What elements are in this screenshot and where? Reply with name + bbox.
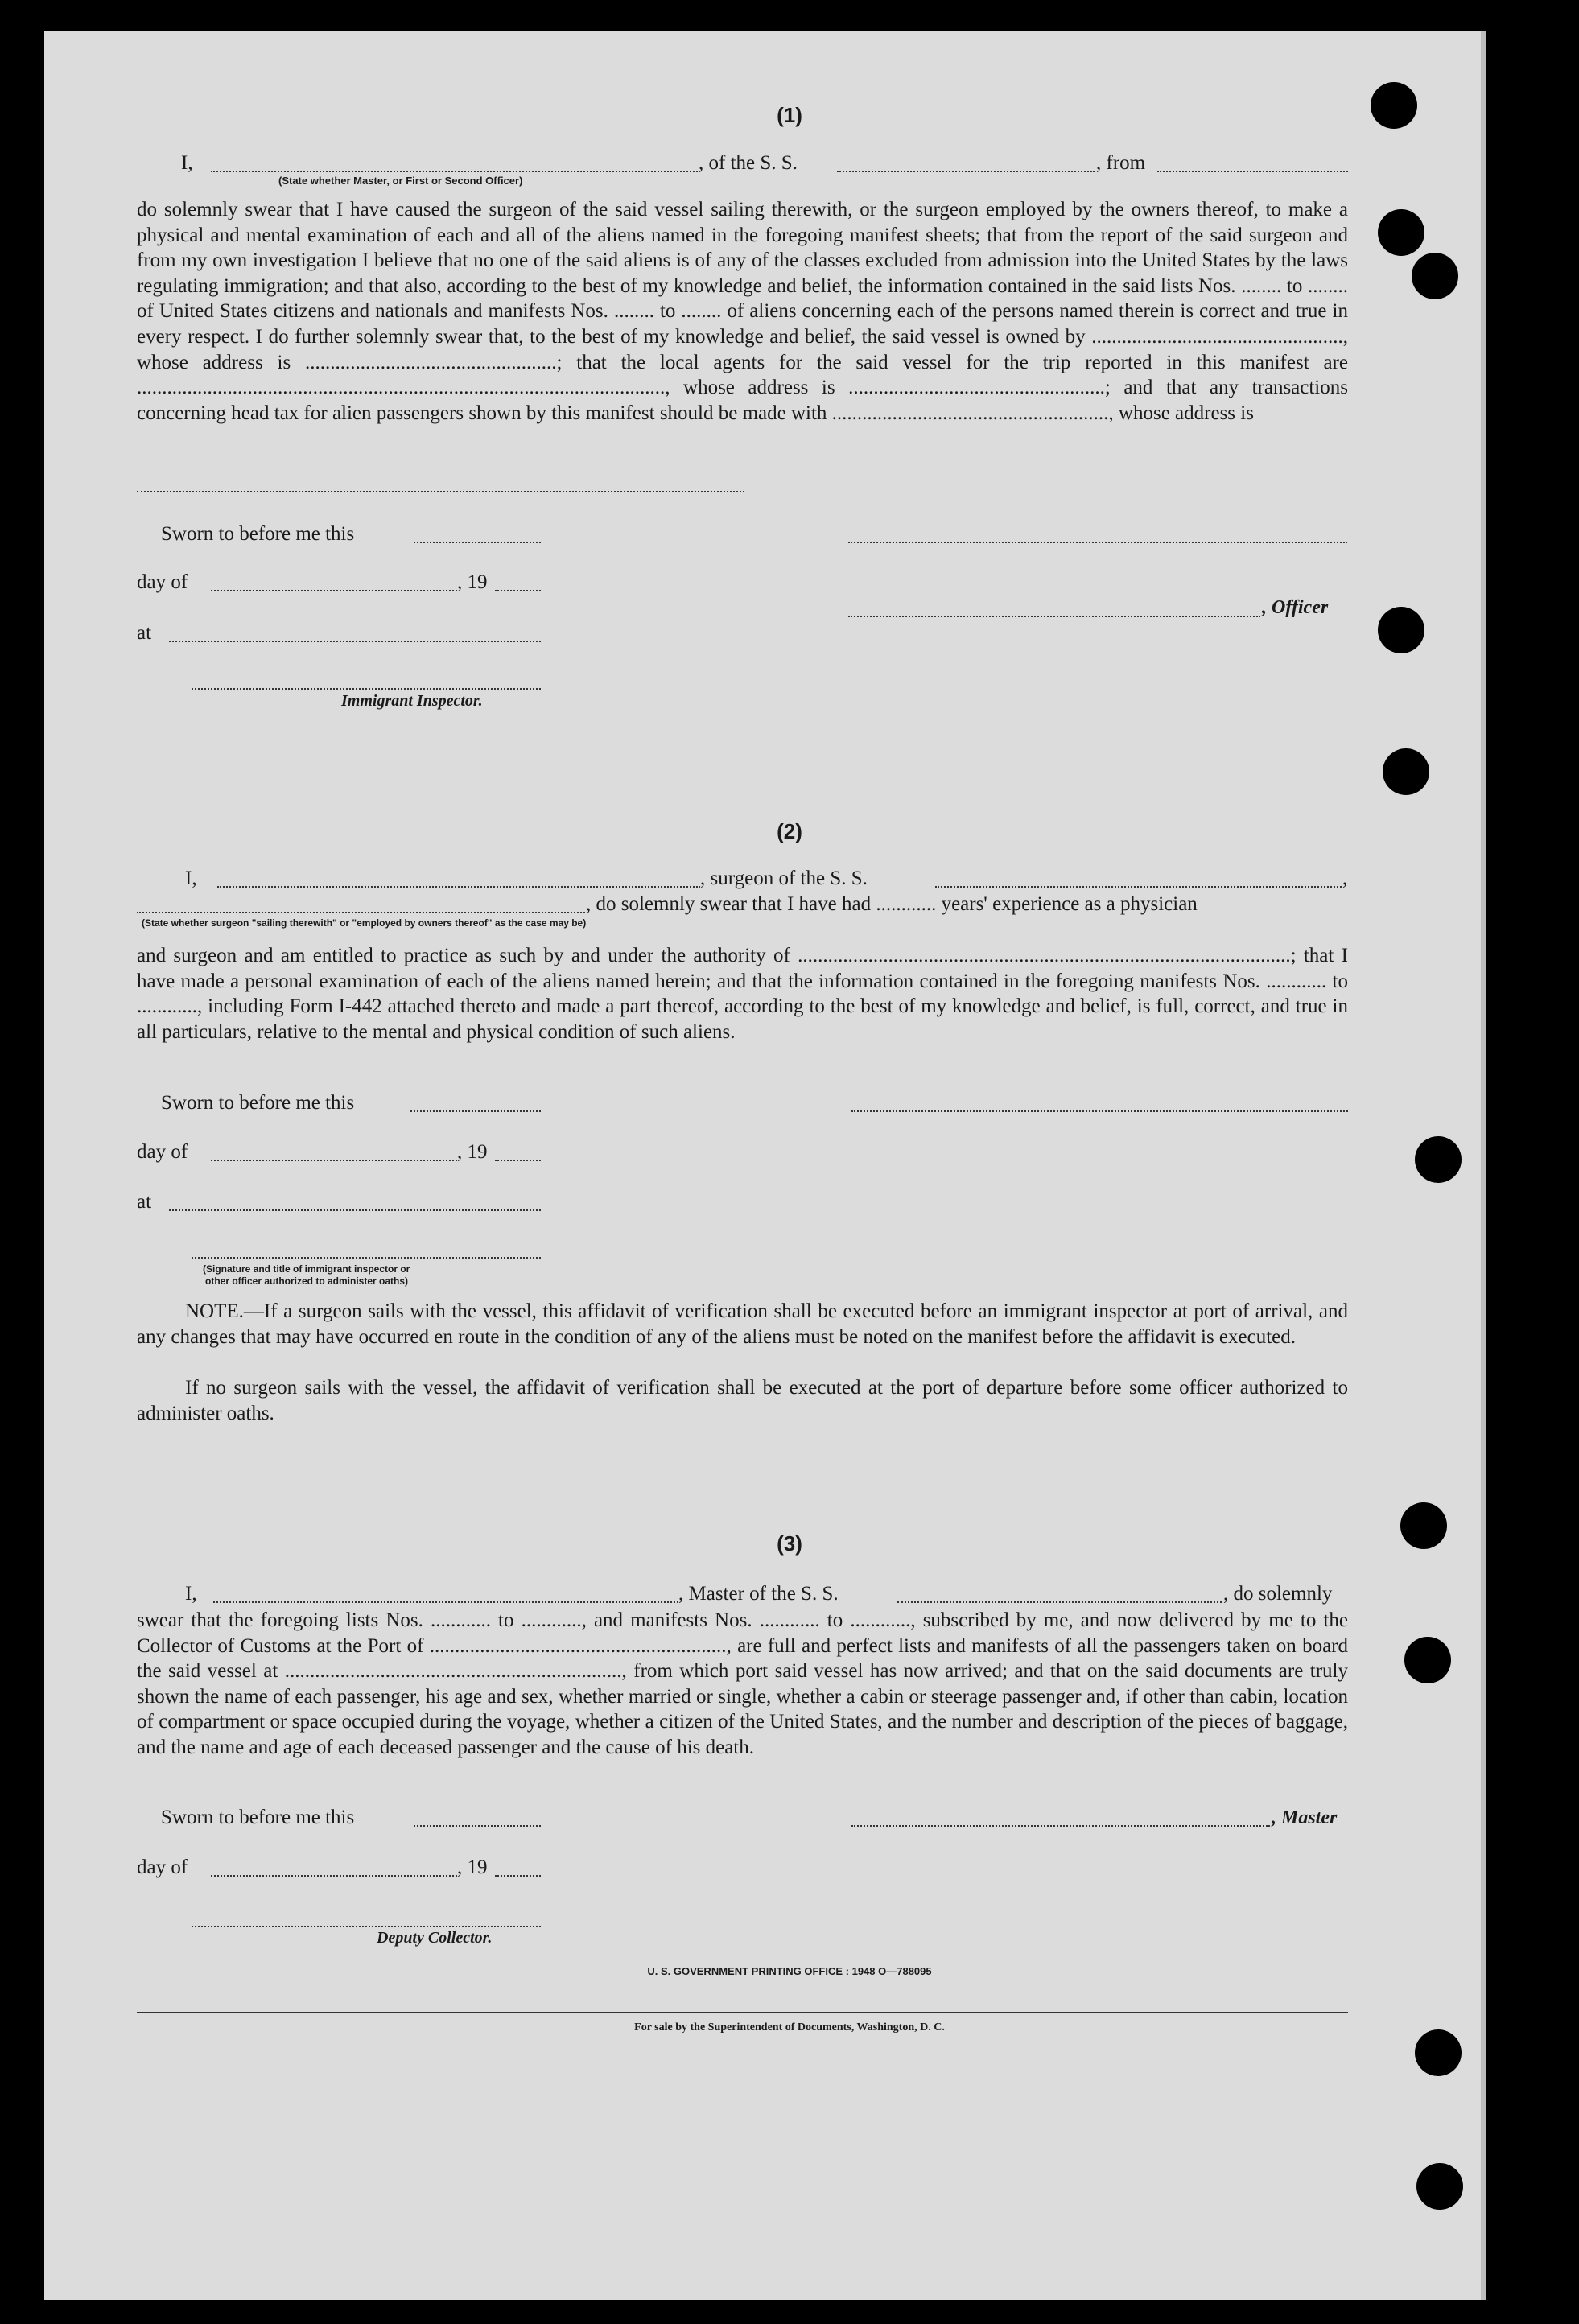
s2-note: [137, 1299, 1348, 1349]
s1-inspector-blank: [192, 688, 541, 690]
section-3-body: swear that the foregoing lists Nos. ............ to ............, and manifests Nos. ............ to ............, subscribed by me, and now delivered by me to the Collector of Customs at the Port of ..........................................................., are full and perfect lists and manifests of all the passengers taken on board the said vessel at ..................................................................., from which port said vessel has now arrived; and that on the said documents are truly shown the name of each passenger, his age and sex, whether married or single, whether a cabin or steerage passenger and, if other than cabin, location of compartment or space occupied during the voyage, whether a citizen of the United States, and the number and description of the pieces of baggage, and the name and age of each deceased passenger and the cause of his death.: [137, 1609, 1348, 1758]
s2-note-text: —If a surgeon sails with the vessel, this affidavit of verification shall be executed before an immigrant inspector at port of arrival, and any changes that may have occurred en route in the condition of any of the aliens must be noted on the manifest before the affidavit is executed.: [137, 1300, 1348, 1348]
s3-line1-i: I,: [185, 1583, 197, 1605]
s3-day-of: day of: [137, 1856, 188, 1878]
s2-year: , 19: [457, 1141, 488, 1163]
s1-trailing-blank: [137, 491, 744, 492]
s3-day-blank: [211, 1875, 457, 1877]
surgeon-name-blank: [217, 886, 700, 888]
s2-vessel-blank: [935, 886, 1342, 888]
vessel-name-blank: [837, 171, 1095, 172]
s2-year-blank: [495, 1160, 541, 1161]
page-edge: [1481, 31, 1486, 2300]
s3-master-name-blank: [213, 1601, 678, 1603]
punch-hole: [1378, 607, 1424, 653]
s1-year-blank: [495, 590, 541, 591]
s2-caption: (State whether surgeon "sailing therewith" or "employed by owners thereof" as the case may be): [142, 917, 587, 929]
from-port-blank: [1157, 171, 1348, 172]
s1-inspector-label: Immigrant Inspector.: [341, 692, 483, 710]
s2-note-2: If no surgeon sails with the vessel, the affidavit of verification shall be executed at the port of departure before some officer authorized to administer oaths.: [137, 1377, 1348, 1424]
s2-sig-caption-2: other officer authorized to administer oaths): [205, 1275, 409, 1287]
s2-day-of: day of: [137, 1141, 188, 1163]
s2-day-blank: [211, 1160, 457, 1161]
punch-hole: [1383, 748, 1429, 795]
punch-hole: [1378, 209, 1424, 256]
s3-year-blank: [495, 1875, 541, 1877]
section-3-number: (3): [777, 1531, 802, 1556]
s3-master-of-ss: , Master of the S. S.: [678, 1583, 839, 1605]
s2-sig-caption-1: (Signature and title of immigrant inspector or: [203, 1263, 410, 1275]
s2-inspector-blank: [192, 1257, 541, 1259]
s2-capacity-blank: [137, 912, 585, 913]
punch-hole: [1404, 1637, 1451, 1683]
s1-day-blank: [211, 590, 457, 591]
s3-sworn-blank: [414, 1825, 541, 1827]
s1-signature-blank: [848, 542, 1347, 543]
section-1-number: (1): [777, 103, 802, 127]
s3-deputy-label: Deputy Collector.: [377, 1929, 493, 1947]
s1-officer-blank: [848, 616, 1260, 617]
master-name-blank: [211, 171, 698, 172]
s1-officer-label: , Officer: [1262, 597, 1329, 618]
s1-sworn-blank: [414, 542, 541, 543]
s3-signature-blank: [851, 1825, 1270, 1827]
s2-comma: ,: [1342, 867, 1348, 889]
s3-do-solemnly: , do solemnly: [1223, 1583, 1333, 1605]
s3-vessel-blank: [897, 1601, 1222, 1603]
section-1-body: do solemnly swear that I have caused the surgeon of the said vessel sailing therewith, or the surgeon employed by the owners thereof, to make a physical and mental examination of each and all of the aliens named in the foregoing manifest sheets; that from the report of the said surgeon and from my own investigation I believe that no one of the said aliens is of any of the classes excluded from admission into the United States by the laws regulating immigration; and that also, according to the best of my knowledge and belief, the information contained in the said lists Nos. ........ to ........ of United States citizens and nationals and manifests Nos. ........ to ........ of aliens concerning each of the persons named therein is correct and true in every respect. I do further solemnly swear that, to the best of my knowledge and belief, the said vessel is owned by .................................................., whose address is ..................................................; that the local agents for the said vessel for the trip reported in this manifest are ........................................................................................................., whose address is ...................................................; and that any transactions concerning head tax for alien passengers shown by this manifest should be made with ......................................................., whose address is: [137, 199, 1348, 424]
s3-master-label: , Master: [1272, 1807, 1338, 1828]
printing-office-line: U. S. GOVERNMENT PRINTING OFFICE : 1948 O—788095: [647, 1965, 932, 1977]
s1-at: at: [137, 622, 152, 644]
s2-at-blank: [169, 1209, 541, 1211]
punch-hole: [1416, 2163, 1463, 2210]
section-2-body: and surgeon and am entitled to practice as such by and under the authority of ..................................................................................................; that I have made a personal examination of each of the aliens named herein; and that the information contained in the foregoing manifests Nos. ............ to ............, including Form I-442 attached thereto and made a part thereof, according to the best of my knowledge and belief, is full, correct, and true in all particulars, relative to the mental and physical condition of such aliens.: [137, 945, 1348, 1043]
s3-sworn: Sworn to before me this: [161, 1807, 355, 1828]
s1-day-of: day of: [137, 571, 188, 593]
s2-line1-i: I,: [185, 867, 197, 889]
s2-signature-blank: [851, 1110, 1348, 1112]
s2-sworn: Sworn to before me this: [161, 1092, 355, 1114]
section-2-number: (2): [777, 819, 802, 843]
punch-hole: [1415, 2029, 1462, 2076]
punch-hole: [1412, 253, 1458, 299]
s2-note-label: NOTE.: [185, 1300, 244, 1322]
s2-surgeon-of-ss: , surgeon of the S. S.: [700, 867, 868, 889]
footer-rule: [137, 2012, 1348, 2013]
s2-line2: , do solemnly swear that I have had ............ years' experience as a physician: [586, 893, 1198, 915]
s3-year: , 19: [457, 1856, 488, 1878]
punch-hole: [1415, 1136, 1462, 1183]
s1-sworn: Sworn to before me this: [161, 523, 355, 545]
s1-from: , from: [1096, 152, 1146, 174]
s1-year: , 19: [457, 571, 488, 593]
s3-deputy-blank: [192, 1926, 541, 1927]
s1-at-blank: [169, 641, 541, 642]
s1-caption: (State whether Master, or First or Second Officer): [278, 175, 523, 187]
s1-first-line-i: I,: [181, 152, 193, 174]
s2-at: at: [137, 1191, 152, 1213]
sale-line: For sale by the Superintendent of Documents, Washington, D. C.: [634, 2021, 945, 2034]
s1-of-ss: , of the S. S.: [699, 152, 798, 174]
s2-sworn-blank: [410, 1110, 541, 1112]
